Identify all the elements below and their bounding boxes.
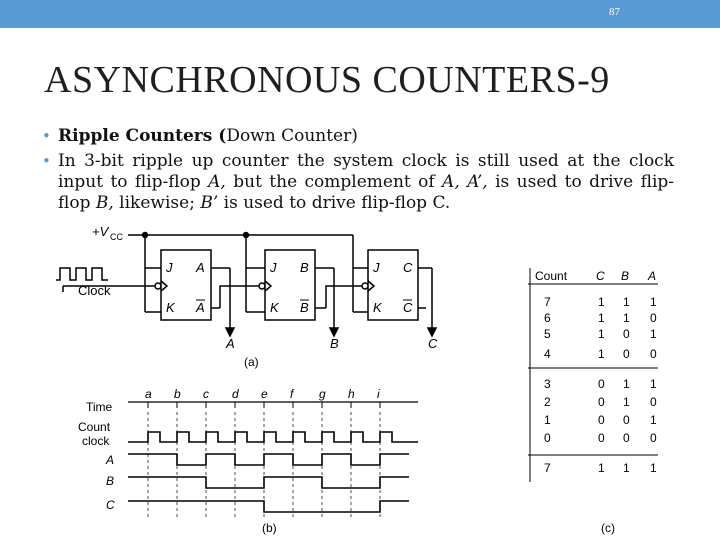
table-cell: 0: [544, 431, 551, 445]
bullet-bold-text: Ripple Counters (: [58, 126, 227, 146]
table-cell: 1: [598, 311, 605, 325]
table-cell: 7: [544, 461, 551, 475]
waveform-a: [128, 454, 409, 465]
caption-c: (c): [601, 521, 615, 535]
table-body: [544, 295, 657, 475]
pulse-label: i: [377, 387, 380, 401]
output-arrow-icon: [330, 328, 338, 336]
bullet-text: is used to drive flip-flop: [58, 172, 675, 213]
figure-svg: [48, 220, 698, 540]
bullet-text: but the complement of: [225, 172, 443, 192]
pulse-label: f: [290, 387, 294, 401]
bullet-item: [42, 151, 674, 214]
ff-b-q: B: [300, 260, 309, 275]
clock-bubble: [362, 283, 368, 289]
table-cell: 1: [623, 377, 630, 391]
table-cell: 0: [650, 347, 657, 361]
pulse-label: d: [232, 387, 239, 401]
bullet-item: [42, 126, 674, 147]
clock-waveform: [128, 432, 418, 442]
clock-label: Clock: [78, 283, 111, 298]
table-header-cell: A: [648, 269, 657, 283]
table-header-cell: C: [596, 269, 605, 283]
table-cell: 2: [544, 395, 551, 409]
table-cell: 0: [650, 431, 657, 445]
bullet-italic: B’: [200, 193, 219, 213]
table-cell: 4: [544, 347, 551, 361]
table-cell: 1: [598, 347, 605, 361]
bullet-text: Down Counter): [226, 126, 358, 146]
ff-a-j: J: [166, 260, 173, 275]
clock-triangle: [161, 281, 167, 291]
timing-signal-c: C: [106, 498, 115, 512]
vcc-label: +V: [92, 224, 109, 239]
table-header-cell: B: [621, 269, 630, 283]
output-arrow-icon: [226, 328, 234, 336]
bullet-italic: B,: [95, 193, 114, 213]
table-cell: 1: [650, 413, 657, 427]
table-cell: 0: [650, 395, 657, 409]
table-cell: 1: [650, 377, 657, 391]
ff-c-q: C: [403, 260, 413, 275]
table-header: [535, 269, 656, 283]
timing-signal-a: A: [106, 453, 115, 467]
output-c-label: C: [428, 336, 438, 351]
waveform-b: [128, 477, 409, 488]
table-cell: 1: [623, 311, 630, 325]
clock-pulse-icon: [56, 268, 108, 280]
waveform-c: [128, 501, 409, 512]
table-cell: 1: [598, 461, 605, 475]
table-cell: 1: [650, 327, 657, 341]
output-a-label: A: [226, 336, 235, 351]
ff-b-k: K: [270, 300, 279, 315]
timing-time-label: Time: [86, 400, 113, 414]
ff-a-k: K: [166, 300, 175, 315]
table-cell: 1: [650, 461, 657, 475]
table-cell: 0: [623, 347, 630, 361]
ff-b-qbar: B: [300, 300, 309, 315]
table-cell: 0: [623, 431, 630, 445]
pulse-label: c: [203, 387, 209, 401]
pulse-label: g: [319, 387, 326, 401]
table-cell: 6: [544, 311, 551, 325]
pulse-label: e: [261, 387, 268, 401]
table-cell: 0: [598, 431, 605, 445]
bullet-list: [42, 126, 674, 218]
slide-title: ASYNCHRONOUS COUNTERS-9: [44, 59, 610, 101]
table-cell: 1: [623, 395, 630, 409]
counter-figure: [48, 220, 698, 540]
bullet-italic: A,: [208, 172, 226, 192]
qbar-to-clk-c: [326, 286, 362, 308]
waveforms: [128, 412, 418, 518]
table-cell: 1: [544, 413, 551, 427]
table-cell: 0: [598, 377, 605, 391]
output-b-label: B: [330, 336, 339, 351]
table-cell: 1: [623, 295, 630, 309]
qbar-to-clk-b: [220, 286, 259, 308]
timing-signal-b: B: [106, 474, 115, 488]
pulse-labels: [145, 387, 380, 408]
table-cell: 0: [598, 413, 605, 427]
vcc-sub-label: CC: [110, 232, 123, 242]
clock-triangle: [368, 281, 374, 291]
table-cell: 5: [544, 327, 551, 341]
bullet-dot-icon: •: [42, 152, 51, 170]
circuit-labels: [78, 260, 438, 369]
table-cell: 1: [650, 295, 657, 309]
bullet-text: is used to drive flip-flop C.: [218, 193, 451, 213]
ff-a-qbar: A: [196, 300, 205, 315]
timing-count-label: Count: [78, 420, 111, 434]
caption-a: (a): [244, 355, 259, 369]
table-cell: 0: [623, 413, 630, 427]
output-arrow-icon: [428, 328, 436, 336]
table-header-cell: Count: [535, 269, 568, 283]
top-accent-bar: [0, 0, 720, 28]
pulse-label: h: [348, 387, 355, 401]
bullet-text: likewise;: [113, 193, 201, 213]
circuit-diagram: [56, 224, 436, 336]
table-cell: 1: [598, 327, 605, 341]
clock-triangle: [265, 281, 271, 291]
slide-number: 87: [609, 6, 620, 18]
timing-diagram: [78, 387, 418, 535]
bullet-italic: A, A’,: [442, 172, 488, 192]
table-cell: 1: [598, 295, 605, 309]
ff-a-q: A: [196, 260, 205, 275]
table-cell: 0: [650, 311, 657, 325]
table-cell: 0: [598, 395, 605, 409]
table-cell: 7: [544, 295, 551, 309]
pulse-label: a: [145, 387, 152, 401]
clock-bubble: [259, 283, 265, 289]
count-table: [528, 268, 658, 535]
bullet-dot-icon: •: [42, 127, 51, 145]
caption-b: (b): [262, 521, 277, 535]
timing-clock-label: clock: [82, 434, 110, 448]
ff-c-k: K: [373, 300, 382, 315]
bullet-text: In 3-bit ripple up counter the system clock is still used at the clock input to flip-flop: [58, 151, 674, 192]
ff-c-qbar: C: [403, 300, 413, 315]
ff-c-j: J: [373, 260, 380, 275]
table-cell: 3: [544, 377, 551, 391]
clock-bubble: [155, 283, 161, 289]
table-cell: 0: [623, 327, 630, 341]
ff-b-j: J: [270, 260, 277, 275]
table-cell: 1: [623, 461, 630, 475]
pulse-label: b: [174, 387, 181, 401]
